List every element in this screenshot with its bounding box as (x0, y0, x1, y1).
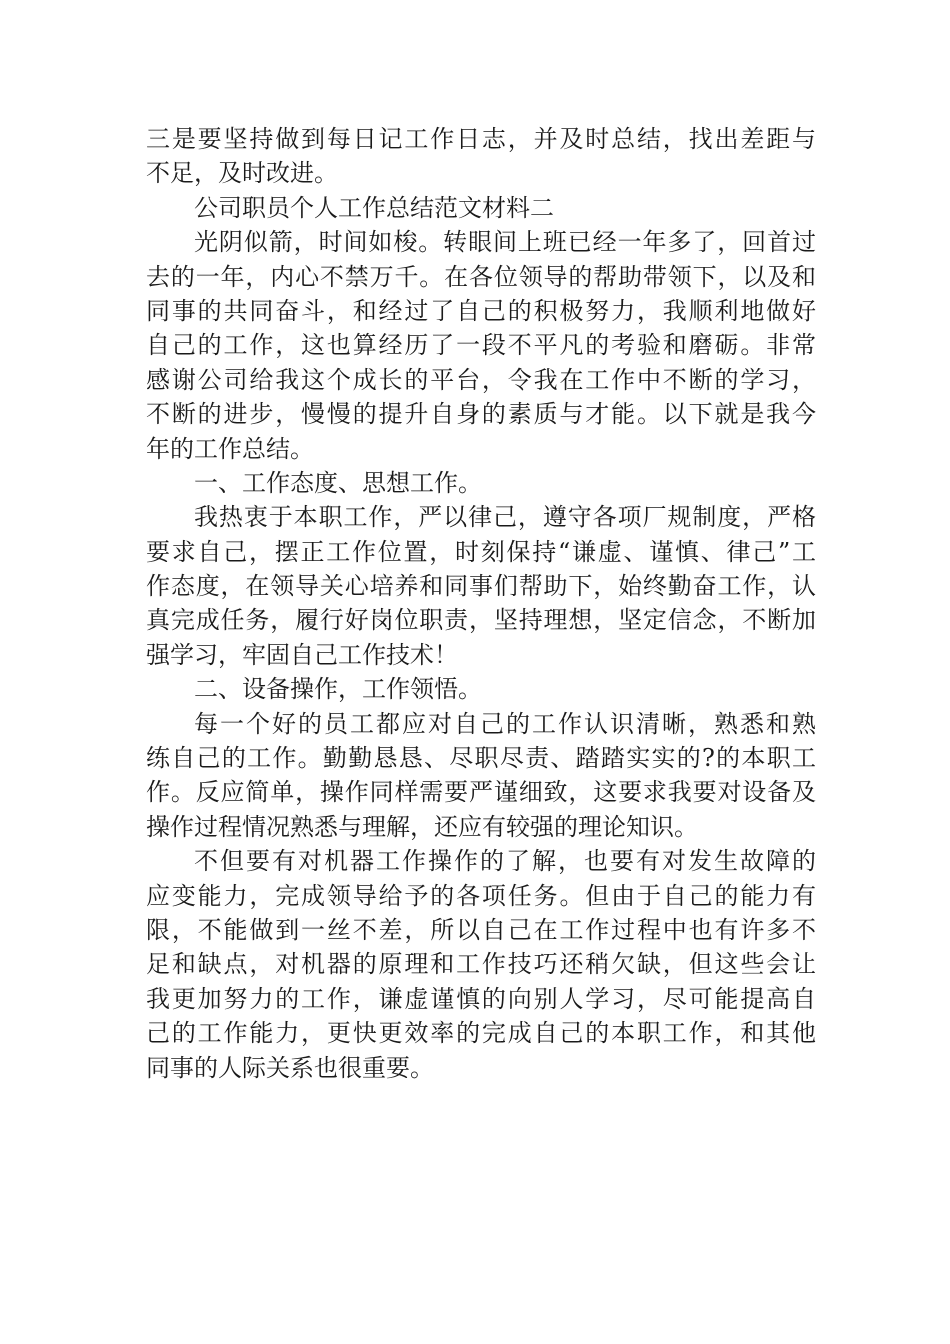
text-line: 自己的工作，这也算经历了一段不平凡的考验和磨砺。非常 (146, 331, 816, 360)
text-line: 真完成任务，履行好岗位职责，坚持理想，坚定信念，不断加 (146, 606, 816, 635)
text-line: 三是要坚持做到每日记工作日志，并及时总结，找出差距与 (146, 125, 816, 153)
text-line: 己的工作能力，更快更效率的完成自己的本职工作，和其他 (146, 1019, 816, 1048)
text-line: 应变能力，完成领导给予的各项任务。但由于自己的能力有 (146, 881, 816, 910)
text-line: 不足，及时改进。 (146, 159, 338, 188)
text-line: 不但要有对机器工作操作的了解，也要有对发生故障的 (194, 847, 816, 876)
text-line: 限，不能做到一丝不差，所以自己在工作过程中也有许多不 (146, 915, 816, 944)
text-line: 二、设备操作，工作领悟。 (194, 675, 482, 704)
text-line: 去的一年，内心不禁万千。在各位领导的帮助带领下，以及和 (146, 262, 816, 291)
text-line: 练自己的工作。勤勤恳恳、尽职尽责、踏踏实实的?的本职工 (146, 744, 816, 773)
text-line: 强学习，牢固自己工作技术！ (146, 640, 458, 669)
text-line: 光阴似箭，时间如梭。转眼间上班已经一年多了，回首过 (194, 228, 816, 257)
text-line: 年的工作总结。 (146, 434, 314, 463)
text-line: 作。反应简单，操作同样需要严谨细致，这要求我要对设备及 (146, 778, 816, 807)
text-line: 我热衷于本职工作，严以律己，遵守各项厂规制度，严格 (194, 503, 816, 532)
text-line: 要求自己，摆正工作位置，时刻保持“谦虚、谨慎、律己”工 (146, 537, 816, 566)
text-line: 操作过程情况熟悉与理解，还应有较强的理论知识。 (146, 812, 698, 841)
text-line: 一、工作态度、思想工作。 (194, 468, 482, 497)
text-line: 不断的进步，慢慢的提升自身的素质与才能。以下就是我今 (146, 400, 816, 429)
text-line: 每一个好的员工都应对自己的工作认识清晰，熟悉和熟 (194, 709, 816, 738)
text-line: 同事的共同奋斗，和经过了自己的积极努力，我顺利地做好 (146, 296, 816, 325)
text-line: 足和缺点，对机器的原理和工作技巧还稍欠缺，但这些会让 (146, 950, 816, 979)
text-line: 感谢公司给我这个成长的平台，令我在工作中不断的学习， (146, 365, 816, 394)
text-line: 作态度，在领导关心培养和同事们帮助下，始终勤奋工作，认 (146, 572, 816, 601)
text-line: 同事的人际关系也很重要。 (146, 1053, 434, 1082)
text-line: 我更加努力的工作，谦虚谨慎的向别人学习，尽可能提高自 (146, 984, 816, 1013)
document-body (146, 122, 816, 1085)
text-line: 公司职员个人工作总结范文材料二 (194, 193, 554, 222)
